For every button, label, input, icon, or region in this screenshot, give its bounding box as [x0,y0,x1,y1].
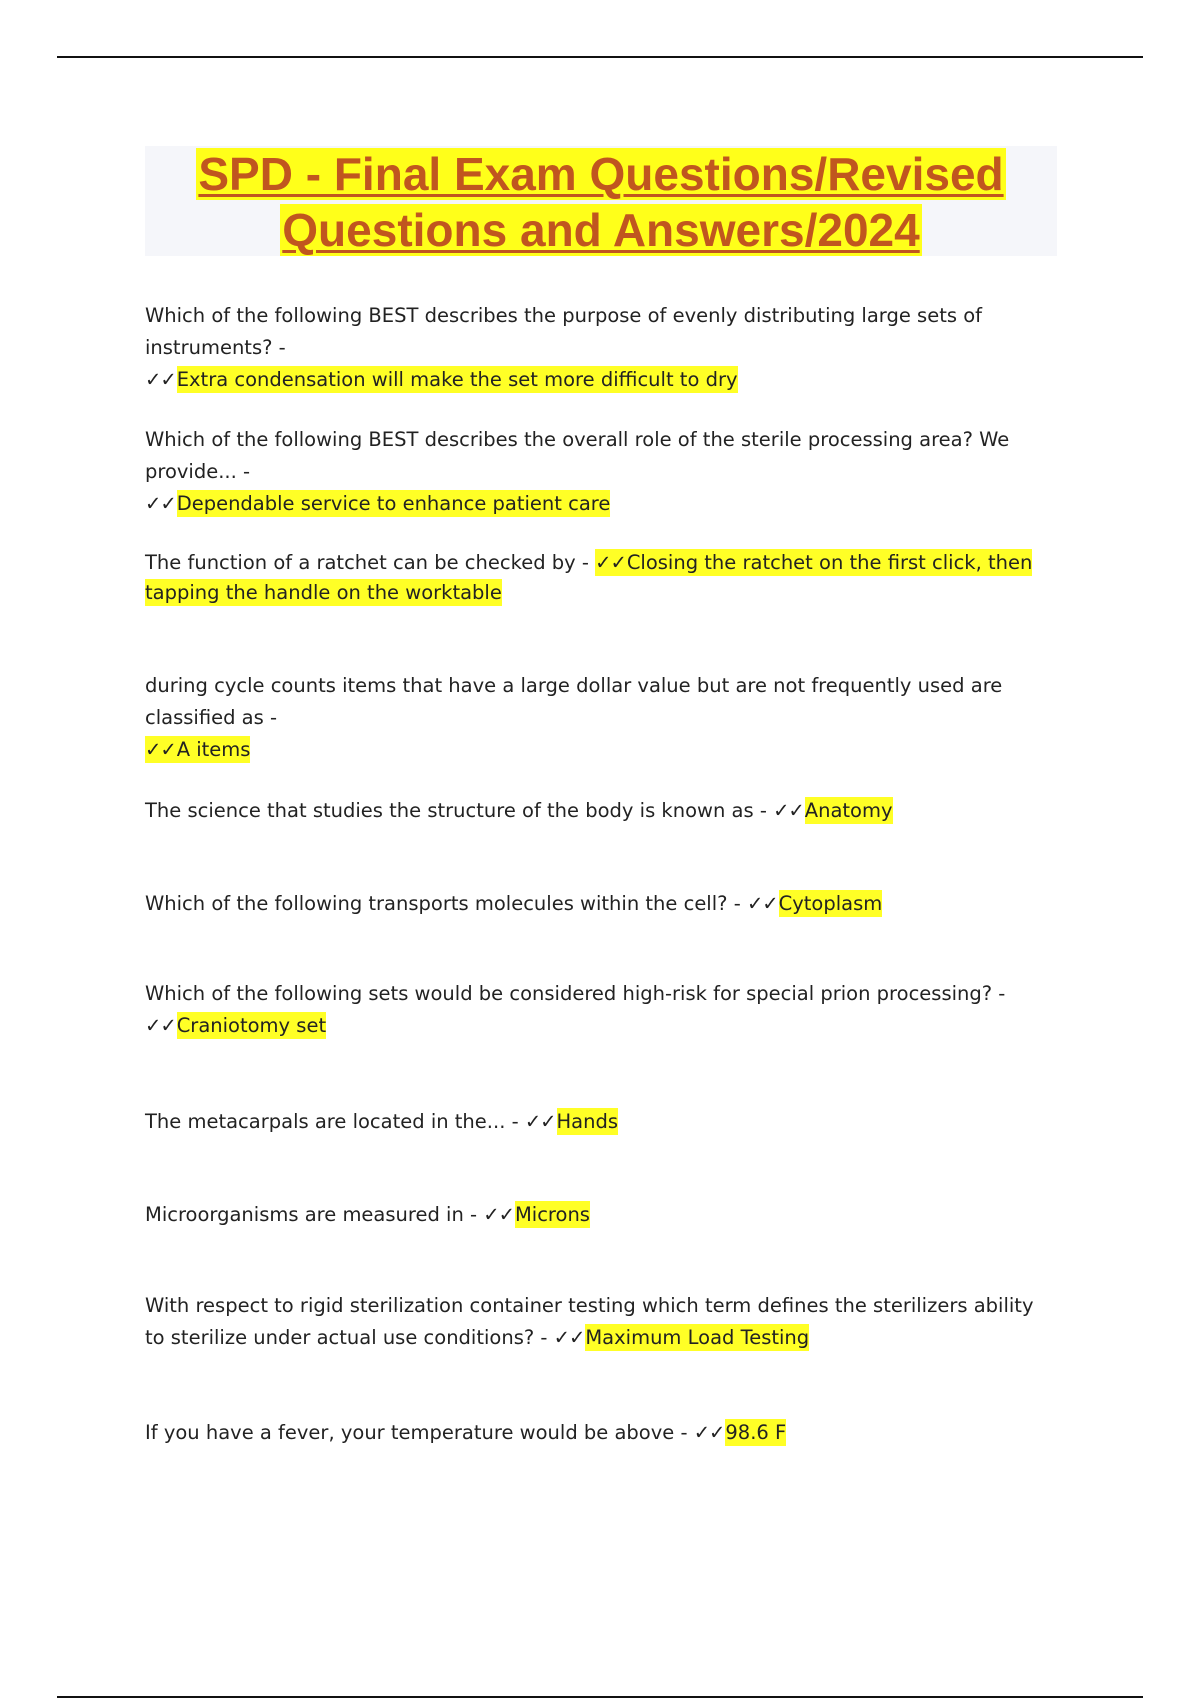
qa-item-7 [145,978,1055,1042]
answer-text: Microns [514,1203,590,1226]
check-icon: ✓✓ [746,892,778,915]
question-text: The science that studies the structure of the body is known as - [145,799,767,822]
answer-text: A items [176,738,251,761]
check-icon: ✓✓ [693,1421,725,1444]
check-icon: ✓✓ [524,1110,556,1133]
document-title [145,146,1057,256]
answer-text: Craniotomy set [176,1014,327,1037]
qa-item-3 [145,548,1055,608]
answer-text: Maximum Load Testing [585,1326,810,1349]
check-icon: ✓✓ [145,492,176,515]
question-text: during cycle counts items that have a large dollar value but are not frequently used are classified as - [145,674,1003,729]
answer-text: Cytoplasm [778,892,883,915]
check-icon: ✓✓ [773,799,804,822]
check-icon: ✓✓ [145,368,176,391]
qa-item-5 [145,795,1055,827]
qa-item-6 [145,888,1055,920]
qa-item-9 [145,1199,1055,1231]
question-text: The function of a ratchet can be checked by - [145,551,589,574]
answer-text: 98.6 F [725,1421,787,1444]
question-text: The metacarpals are located in the... - [145,1110,519,1133]
qa-item-11 [145,1417,1055,1449]
check-icon: ✓✓ [595,551,626,574]
question-text: Which of the following sets would be considered high-risk for special prion processing? - [145,982,1006,1005]
question-text: With respect to rigid sterilization container testing which term defines the sterilizers ability to sterilize under actual use conditions? - [145,1294,1034,1349]
qa-item-1 [145,300,1055,396]
answer-text: Anatomy [804,799,893,822]
question-text: If you have a fever, your temperature would be above - [145,1421,688,1444]
answer-text: Hands [556,1110,619,1133]
top-rule [57,56,1143,58]
qa-item-10 [145,1290,1055,1354]
answer-text: Closing the ratchet on the first click, then tapping the handle on the worktable [145,551,1033,604]
question-text: Which of the following BEST describes the purpose of evenly distributing large sets of instruments? - [145,304,983,359]
check-icon: ✓✓ [145,738,176,761]
check-icon: ✓✓ [553,1326,585,1349]
question-text: Which of the following BEST describes the overall role of the sterile processing area? We provide... - [145,428,1010,483]
question-text: Which of the following transports molecules within the cell? - [145,892,741,915]
bottom-rule [57,1696,1143,1698]
check-icon: ✓✓ [145,1014,176,1037]
title-line-1: SPD - Final Exam Questions/Revised [198,148,1004,200]
title-line-2: Questions and Answers/2024 [282,204,920,256]
answer-text: Extra condensation will make the set more difficult to dry [176,368,738,391]
check-icon: ✓✓ [483,1203,514,1226]
qa-item-8 [145,1106,1055,1138]
answer-text: Dependable service to enhance patient care [176,492,611,515]
qa-item-2 [145,424,1055,520]
qa-item-4 [145,670,1055,766]
question-text: Microorganisms are measured in - [145,1203,478,1226]
